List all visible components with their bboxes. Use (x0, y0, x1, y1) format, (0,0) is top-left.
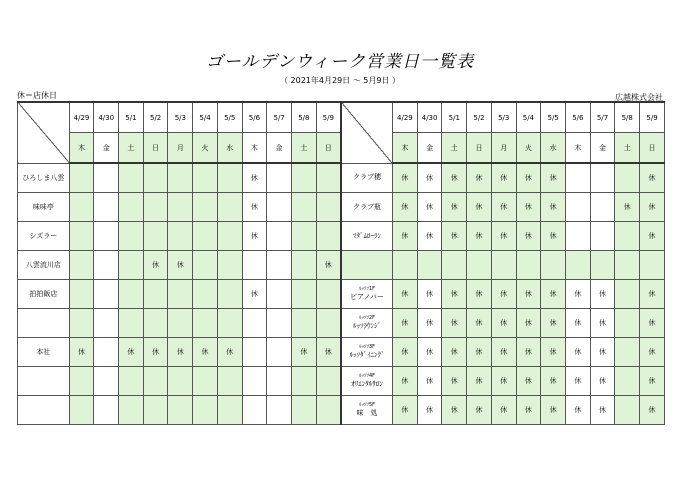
day-cell: 休 (393, 163, 418, 193)
day-cell: 休 (393, 396, 418, 425)
day-cell (94, 251, 119, 280)
store-name (18, 396, 70, 425)
day-cell (267, 396, 292, 425)
store-name (341, 163, 393, 193)
day-cell: 休 (640, 367, 665, 396)
weekday-header: 日 (467, 133, 492, 164)
day-cell (69, 251, 94, 280)
day-cell: 休 (467, 309, 492, 338)
day-cell: 休 (516, 338, 541, 367)
day-cell (291, 309, 316, 338)
day-cell: 休 (442, 163, 467, 193)
day-cell: 休 (640, 396, 665, 425)
store-name (341, 193, 393, 222)
date-range-subtitle: （ 2021年4月29日 ～ 5月9日 ） (280, 76, 400, 85)
day-cell: 休 (590, 396, 615, 425)
day-cell: 休 (565, 338, 590, 367)
table-row (18, 338, 665, 367)
day-cell (193, 193, 218, 222)
day-cell: 休 (242, 193, 267, 222)
day-cell (242, 251, 267, 280)
weekday-header: 土 (119, 133, 144, 164)
day-cell: 休 (316, 251, 341, 280)
date-header: 5/9 (316, 102, 341, 133)
date-header: 5/3 (168, 102, 193, 133)
day-cell: 休 (417, 309, 442, 338)
day-cell (590, 163, 615, 193)
day-cell (516, 251, 541, 280)
day-cell: 休 (193, 338, 218, 367)
day-cell (615, 163, 640, 193)
day-cell: 休 (541, 396, 566, 425)
day-cell: 休 (640, 280, 665, 309)
day-cell (590, 193, 615, 222)
day-cell: 休 (640, 338, 665, 367)
day-cell (143, 163, 168, 193)
day-cell (590, 222, 615, 251)
store-name (18, 309, 70, 338)
day-cell (316, 280, 341, 309)
day-cell: 休 (541, 367, 566, 396)
date-header: 5/5 (217, 102, 242, 133)
day-cell (291, 222, 316, 251)
day-cell (119, 280, 144, 309)
day-cell: 休 (242, 222, 267, 251)
store-label: クラブ瓶 (352, 202, 381, 211)
date-header: 5/7 (590, 102, 615, 133)
day-cell: 休 (516, 396, 541, 425)
date-header: 5/6 (565, 102, 590, 133)
day-cell: 休 (541, 193, 566, 222)
day-cell: 休 (442, 309, 467, 338)
day-cell (143, 367, 168, 396)
day-cell (565, 222, 590, 251)
table-row (18, 309, 665, 338)
day-cell (267, 193, 292, 222)
day-cell (291, 251, 316, 280)
date-header: 5/4 (516, 102, 541, 133)
weekday-header: 日 (640, 133, 665, 164)
day-cell: 休 (516, 163, 541, 193)
day-cell: 休 (393, 338, 418, 367)
day-cell (615, 222, 640, 251)
day-cell: 休 (417, 280, 442, 309)
day-cell: 休 (590, 309, 615, 338)
day-cell: 休 (242, 280, 267, 309)
day-cell (168, 396, 193, 425)
day-cell (565, 193, 590, 222)
day-cell (291, 193, 316, 222)
day-cell: 休 (491, 163, 516, 193)
weekday-header: 木 (69, 133, 94, 164)
day-cell: 休 (442, 193, 467, 222)
date-header: 5/7 (267, 102, 292, 133)
day-cell (217, 280, 242, 309)
day-cell (94, 367, 119, 396)
day-cell (119, 163, 144, 193)
day-cell (393, 251, 418, 280)
day-cell (69, 309, 94, 338)
day-cell: 休 (590, 367, 615, 396)
day-cell: 休 (417, 367, 442, 396)
store-name: 拍拍飯店 (18, 280, 70, 309)
day-cell: 休 (143, 338, 168, 367)
day-cell (541, 251, 566, 280)
day-cell: 休 (491, 338, 516, 367)
weekday-header: 火 (193, 133, 218, 164)
day-cell: 休 (417, 222, 442, 251)
day-cell (94, 222, 119, 251)
day-cell (69, 193, 94, 222)
day-cell (217, 163, 242, 193)
day-cell (168, 280, 193, 309)
store-name (341, 338, 393, 367)
day-cell: 休 (217, 338, 242, 367)
table-row (18, 193, 665, 222)
day-cell: 休 (119, 338, 144, 367)
day-cell (467, 251, 492, 280)
day-cell (316, 193, 341, 222)
day-cell (291, 163, 316, 193)
day-cell: 休 (442, 367, 467, 396)
day-cell (417, 251, 442, 280)
day-cell: 休 (442, 338, 467, 367)
day-cell (217, 222, 242, 251)
day-cell: 休 (491, 367, 516, 396)
day-cell: 休 (615, 193, 640, 222)
date-header: 5/3 (491, 102, 516, 133)
store-name (341, 251, 393, 280)
legend-text: 休＝店休日 (17, 91, 57, 100)
date-header: 5/2 (467, 102, 492, 133)
day-cell (615, 309, 640, 338)
day-cell (69, 222, 94, 251)
day-cell (267, 280, 292, 309)
day-cell (119, 367, 144, 396)
day-cell: 休 (393, 280, 418, 309)
day-cell (168, 193, 193, 222)
day-cell (143, 280, 168, 309)
day-cell (615, 367, 640, 396)
day-cell (94, 193, 119, 222)
day-cell (316, 396, 341, 425)
day-cell: 休 (640, 222, 665, 251)
day-cell (193, 163, 218, 193)
day-cell (267, 338, 292, 367)
day-cell: 休 (442, 396, 467, 425)
store-floor: ﾙｯｿｿ5F (358, 402, 375, 408)
day-cell (94, 280, 119, 309)
date-header: 5/1 (119, 102, 144, 133)
store-label: ﾙｯｿﾀﾞｲﾆﾝｸﾞ (349, 351, 385, 359)
store-name (341, 309, 393, 338)
date-header: 5/1 (442, 102, 467, 133)
weekday-header: 金 (267, 133, 292, 164)
store-name (341, 222, 393, 251)
day-cell: 休 (541, 338, 566, 367)
day-cell: 休 (417, 193, 442, 222)
weekday-header: 木 (565, 133, 590, 164)
day-cell: 休 (541, 222, 566, 251)
day-cell (119, 193, 144, 222)
day-cell (119, 222, 144, 251)
store-name: 味味亭 (18, 193, 70, 222)
day-cell (565, 163, 590, 193)
day-cell: 休 (442, 280, 467, 309)
diagonal-header-cell (341, 102, 393, 163)
store-floor: ﾙｯｿｿ2F (358, 315, 375, 321)
weekday-header: 月 (491, 133, 516, 164)
date-header: 4/29 (393, 102, 418, 133)
day-cell (640, 251, 665, 280)
store-label: クラブ穂 (352, 173, 381, 182)
day-cell (94, 163, 119, 193)
day-cell: 休 (291, 338, 316, 367)
day-cell (217, 396, 242, 425)
day-cell: 休 (393, 367, 418, 396)
store-label: 味 処 (356, 409, 378, 417)
weekday-header: 火 (516, 133, 541, 164)
day-cell (168, 367, 193, 396)
day-cell: 休 (516, 367, 541, 396)
day-cell: 休 (541, 163, 566, 193)
business-days-table (17, 101, 665, 425)
date-header: 5/4 (193, 102, 218, 133)
store-floor: ﾙｯｿｿ3F (358, 344, 375, 350)
day-cell (94, 396, 119, 425)
day-cell: 休 (640, 163, 665, 193)
day-cell: 休 (491, 222, 516, 251)
day-cell: 休 (168, 338, 193, 367)
store-label: ﾙｯｿﾗｳﾝｼﾞ (352, 322, 381, 330)
day-cell: 休 (491, 193, 516, 222)
day-cell: 休 (316, 338, 341, 367)
day-cell: 休 (143, 251, 168, 280)
day-cell (193, 309, 218, 338)
diagonal-header-cell (18, 102, 70, 163)
day-cell (615, 396, 640, 425)
weekday-header: 土 (615, 133, 640, 164)
day-cell: 休 (491, 280, 516, 309)
day-cell: 休 (467, 222, 492, 251)
date-header: 4/29 (69, 102, 94, 133)
store-name: 本社 (18, 338, 70, 367)
day-cell: 休 (393, 222, 418, 251)
store-name: シズラー (18, 222, 70, 251)
day-cell (291, 396, 316, 425)
date-header: 5/5 (541, 102, 566, 133)
day-cell (316, 163, 341, 193)
table-row (18, 367, 665, 396)
day-cell (143, 309, 168, 338)
day-cell: 休 (467, 396, 492, 425)
day-cell: 休 (491, 396, 516, 425)
day-cell (267, 163, 292, 193)
day-cell: 休 (516, 280, 541, 309)
day-cell (217, 367, 242, 396)
day-cell: 休 (516, 193, 541, 222)
day-cell (291, 280, 316, 309)
weekday-header: 金 (590, 133, 615, 164)
store-name (341, 280, 393, 309)
day-cell (193, 222, 218, 251)
day-cell (267, 222, 292, 251)
day-cell (143, 396, 168, 425)
page-title: ゴールデンウィーク営業日一覧表 (205, 52, 475, 72)
weekday-header: 日 (143, 133, 168, 164)
day-cell (267, 251, 292, 280)
day-cell (143, 222, 168, 251)
day-cell: 休 (565, 367, 590, 396)
store-label: ピアノバー (350, 293, 384, 301)
day-cell: 休 (417, 338, 442, 367)
table-row (18, 280, 665, 309)
company-name: 広越株式会社 (615, 93, 663, 102)
date-header: 5/6 (242, 102, 267, 133)
weekday-header: 月 (168, 133, 193, 164)
weekday-header: 水 (217, 133, 242, 164)
day-cell: 休 (168, 251, 193, 280)
day-cell: 休 (417, 396, 442, 425)
day-cell (267, 367, 292, 396)
table-row (18, 396, 665, 425)
day-cell (94, 309, 119, 338)
date-header: 5/2 (143, 102, 168, 133)
day-cell (217, 309, 242, 338)
day-cell (193, 396, 218, 425)
day-cell: 休 (69, 338, 94, 367)
store-label: ｵﾘｴﾝﾀﾙｻﾛﾝ (351, 380, 383, 388)
day-cell: 休 (467, 338, 492, 367)
day-cell (267, 309, 292, 338)
store-name: 八雲流川店 (18, 251, 70, 280)
day-cell: 休 (491, 309, 516, 338)
day-cell (168, 309, 193, 338)
day-cell: 休 (541, 280, 566, 309)
date-header: 4/30 (417, 102, 442, 133)
day-cell: 休 (516, 222, 541, 251)
day-cell: 休 (640, 309, 665, 338)
date-header: 5/9 (640, 102, 665, 133)
day-cell: 休 (242, 163, 267, 193)
day-cell: 休 (590, 280, 615, 309)
day-cell (316, 309, 341, 338)
date-header: 4/30 (94, 102, 119, 133)
day-cell (119, 309, 144, 338)
day-cell (69, 280, 94, 309)
store-name (341, 367, 393, 396)
store-floor: ﾙｯｿｿ1F (358, 286, 375, 292)
day-cell (615, 338, 640, 367)
day-cell (242, 338, 267, 367)
day-cell (217, 193, 242, 222)
weekday-header: 水 (541, 133, 566, 164)
day-cell (242, 309, 267, 338)
store-label: ﾏﾀﾞﾑﾛｰﾗﾝ (352, 231, 381, 240)
day-cell: 休 (393, 309, 418, 338)
day-cell (119, 251, 144, 280)
day-cell (69, 396, 94, 425)
date-header: 5/8 (291, 102, 316, 133)
day-cell (615, 251, 640, 280)
day-cell: 休 (467, 367, 492, 396)
day-cell (193, 280, 218, 309)
weekday-header: 土 (442, 133, 467, 164)
day-cell (217, 251, 242, 280)
day-cell: 休 (565, 396, 590, 425)
day-cell (615, 280, 640, 309)
table-row (18, 163, 665, 193)
day-cell (168, 163, 193, 193)
store-name (18, 367, 70, 396)
day-cell (316, 367, 341, 396)
day-cell: 休 (516, 309, 541, 338)
weekday-header: 金 (417, 133, 442, 164)
day-cell (242, 396, 267, 425)
weekday-header: 木 (242, 133, 267, 164)
day-cell (168, 222, 193, 251)
store-name (341, 396, 393, 425)
date-header: 5/8 (615, 102, 640, 133)
day-cell (193, 251, 218, 280)
day-cell (143, 193, 168, 222)
day-cell: 休 (467, 193, 492, 222)
weekday-header: 土 (291, 133, 316, 164)
weekday-header: 木 (393, 133, 418, 164)
day-cell (69, 367, 94, 396)
day-cell (291, 367, 316, 396)
day-cell (193, 367, 218, 396)
day-cell: 休 (590, 338, 615, 367)
day-cell (316, 222, 341, 251)
day-cell: 休 (393, 193, 418, 222)
weekday-header: 日 (316, 133, 341, 164)
day-cell: 休 (640, 193, 665, 222)
day-cell (491, 251, 516, 280)
day-cell: 休 (467, 280, 492, 309)
day-cell: 休 (541, 309, 566, 338)
day-cell: 休 (467, 163, 492, 193)
store-floor: ﾙｯｿｿ4F (358, 373, 375, 379)
day-cell (69, 163, 94, 193)
day-cell (94, 338, 119, 367)
weekday-header: 金 (94, 133, 119, 164)
table-row (18, 222, 665, 251)
day-cell (590, 251, 615, 280)
day-cell (119, 396, 144, 425)
day-cell (242, 367, 267, 396)
store-name: ひろしま八雲 (18, 163, 70, 193)
day-cell: 休 (565, 309, 590, 338)
day-cell (442, 251, 467, 280)
day-cell: 休 (442, 222, 467, 251)
table-row (18, 251, 665, 280)
day-cell (565, 251, 590, 280)
day-cell: 休 (417, 163, 442, 193)
day-cell: 休 (565, 280, 590, 309)
